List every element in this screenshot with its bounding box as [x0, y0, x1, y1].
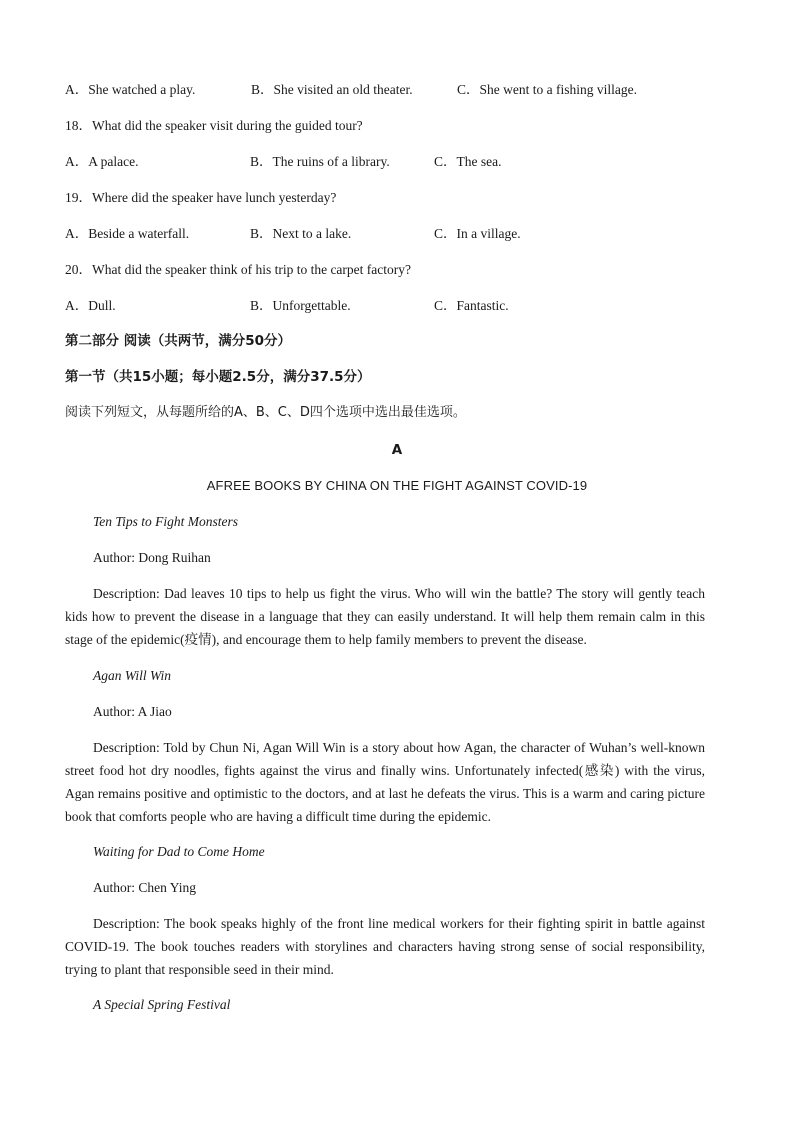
book-author: Author: Chen Ying: [93, 880, 196, 895]
q20-stem: 20．What did the speaker think of his trip to the carpet factory?: [65, 262, 412, 277]
book-author: Author: A Jiao: [93, 704, 172, 719]
book-author: Author: Dong Ruihan: [93, 550, 211, 565]
passage-letter: A: [391, 442, 403, 458]
q20-option-b: B．Unforgettable.: [250, 298, 351, 313]
book-description: Description: The book speaks highly of the front line medical workers for their fighting spirit in battle against COVID-19. The book touches readers with storylines and characters having strong sense of social responsibility, trying to plant that responsible seed in their mind.: [65, 916, 705, 977]
book-title: Agan Will Win: [93, 668, 172, 683]
q18-option-b: B．The ruins of a library.: [250, 154, 390, 169]
book-description: Description: Dad leaves 10 tips to help us fight the virus. Who will win the battle? The story will gently teach kids how to prevent the disease in a language that they can easily understand. It will help them remain calm in this stage of the epidemic(疫情), and encourage them to help family members to prevent the disease.: [65, 586, 705, 647]
instruction: 阅读下列短文，从每题所给的A、B、C、D四个选项中选出最佳选项。: [65, 405, 466, 420]
q19-stem: 19．Where did the speaker have lunch yesterday?: [65, 190, 337, 205]
q18-stem: 18．What did the speaker visit during the guided tour?: [65, 118, 363, 133]
book-description: Description: Told by Chun Ni, Agan Will Win is a story about how Agan, the character of Wuhan’s well-known street food hot dry noodles, fights against the virus and finally wins. Unfortunately infected(感染) with the virus, Agan remains positive and optimistic to the doctors, and at last he defeats the virus. This is a warm and caring picture book that comforts people who are having a difficult time during the epidemic.: [65, 740, 705, 824]
q17-option-c: C．She went to a fishing village.: [457, 82, 637, 97]
q17-option-a: A．She watched a play.: [65, 82, 196, 97]
q19-option-c: C．In a village.: [434, 226, 521, 241]
section-heading: 第一节（共15小题；每小题2.5分，满分37.5分）: [65, 369, 371, 385]
q20-option-a: A．Dull.: [65, 298, 116, 313]
book-title: Ten Tips to Fight Monsters: [93, 514, 239, 529]
part-heading: 第二部分 阅读（共两节，满分50分）: [65, 333, 291, 349]
q17-option-b: B．She visited an old theater.: [251, 82, 413, 97]
q20-option-c: C．Fantastic.: [434, 298, 509, 313]
q18-option-a: A．A palace.: [65, 154, 139, 169]
q19-option-a: A．Beside a waterfall.: [65, 226, 190, 241]
q19-option-b: B．Next to a lake.: [250, 226, 352, 241]
book-title: Waiting for Dad to Come Home: [93, 844, 265, 859]
q18-option-c: C．The sea.: [434, 154, 502, 169]
passage-title: AFREE BOOKS BY CHINA ON THE FIGHT AGAINST COVID-19: [206, 478, 588, 493]
book-title: A Special Spring Festival: [93, 997, 231, 1012]
